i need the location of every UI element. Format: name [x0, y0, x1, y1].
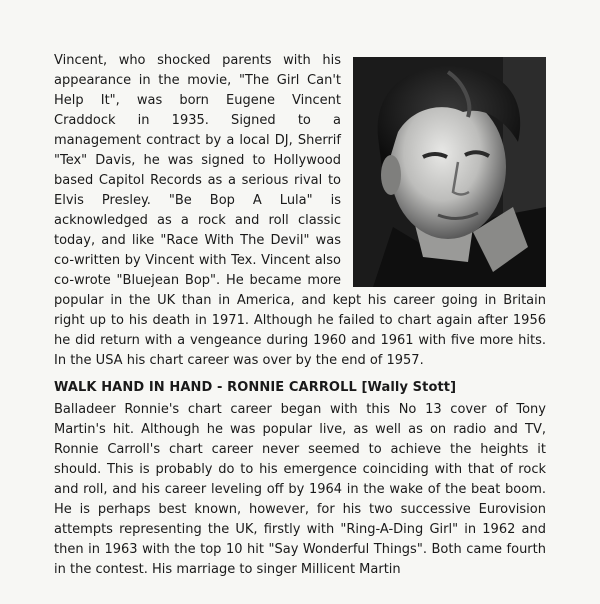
portrait-photo	[353, 57, 546, 287]
intro-paragraph-block	[54, 51, 546, 371]
intro-paragraph-text: Vincent, who shocked parents with his appearance in the movie, "The Girl Can't Help It", was born Eugene Vincent Craddock in 1935. Signed to a management contract by a local DJ, Sherrif "Tex" Davis, he was signed to Hollywood based Capitol Records as a serious rival to Elvis Presley. "Be Bop A Lula" is acknowledged as a rock and roll classic today, and like "Race With The Devil" was co-written by Vincent with Tex. Vincent also co-wrote "Bluejean Bop". He became more popular in the UK than in America, and kept his career going in Britain right up to his death in 1971. Although he failed to chart again after 1956 he did return with a vengeance during 1960 and 1961 with five more hits. In the USA his chart career was over by the end of 1957.	[54, 53, 546, 368]
portrait-illustration	[353, 57, 546, 287]
section-heading: WALK HAND IN HAND - RONNIE CARROLL [Wally Stott]	[54, 380, 457, 395]
section-paragraph: Balladeer Ronnie's chart career began with this No 13 cover of Tony Martin's hit. Although he was popular live, as well as on radio and TV, Ronnie Carroll's chart career never seemed to achieve the heights it should. This is probably do to his emergence coinciding with that of rock and roll, and his career leveling off by 1964 in the wake of the beat boom. He is perhaps best known, however, for his two successive Eurovision attempts representing the UK, firstly with "Ring-A-Ding Girl" in 1962 and then in 1963 with the top 10 hit "Say Wonderful Things". Both came fourth in the contest. His marriage to singer Millicent Martin	[54, 402, 546, 577]
